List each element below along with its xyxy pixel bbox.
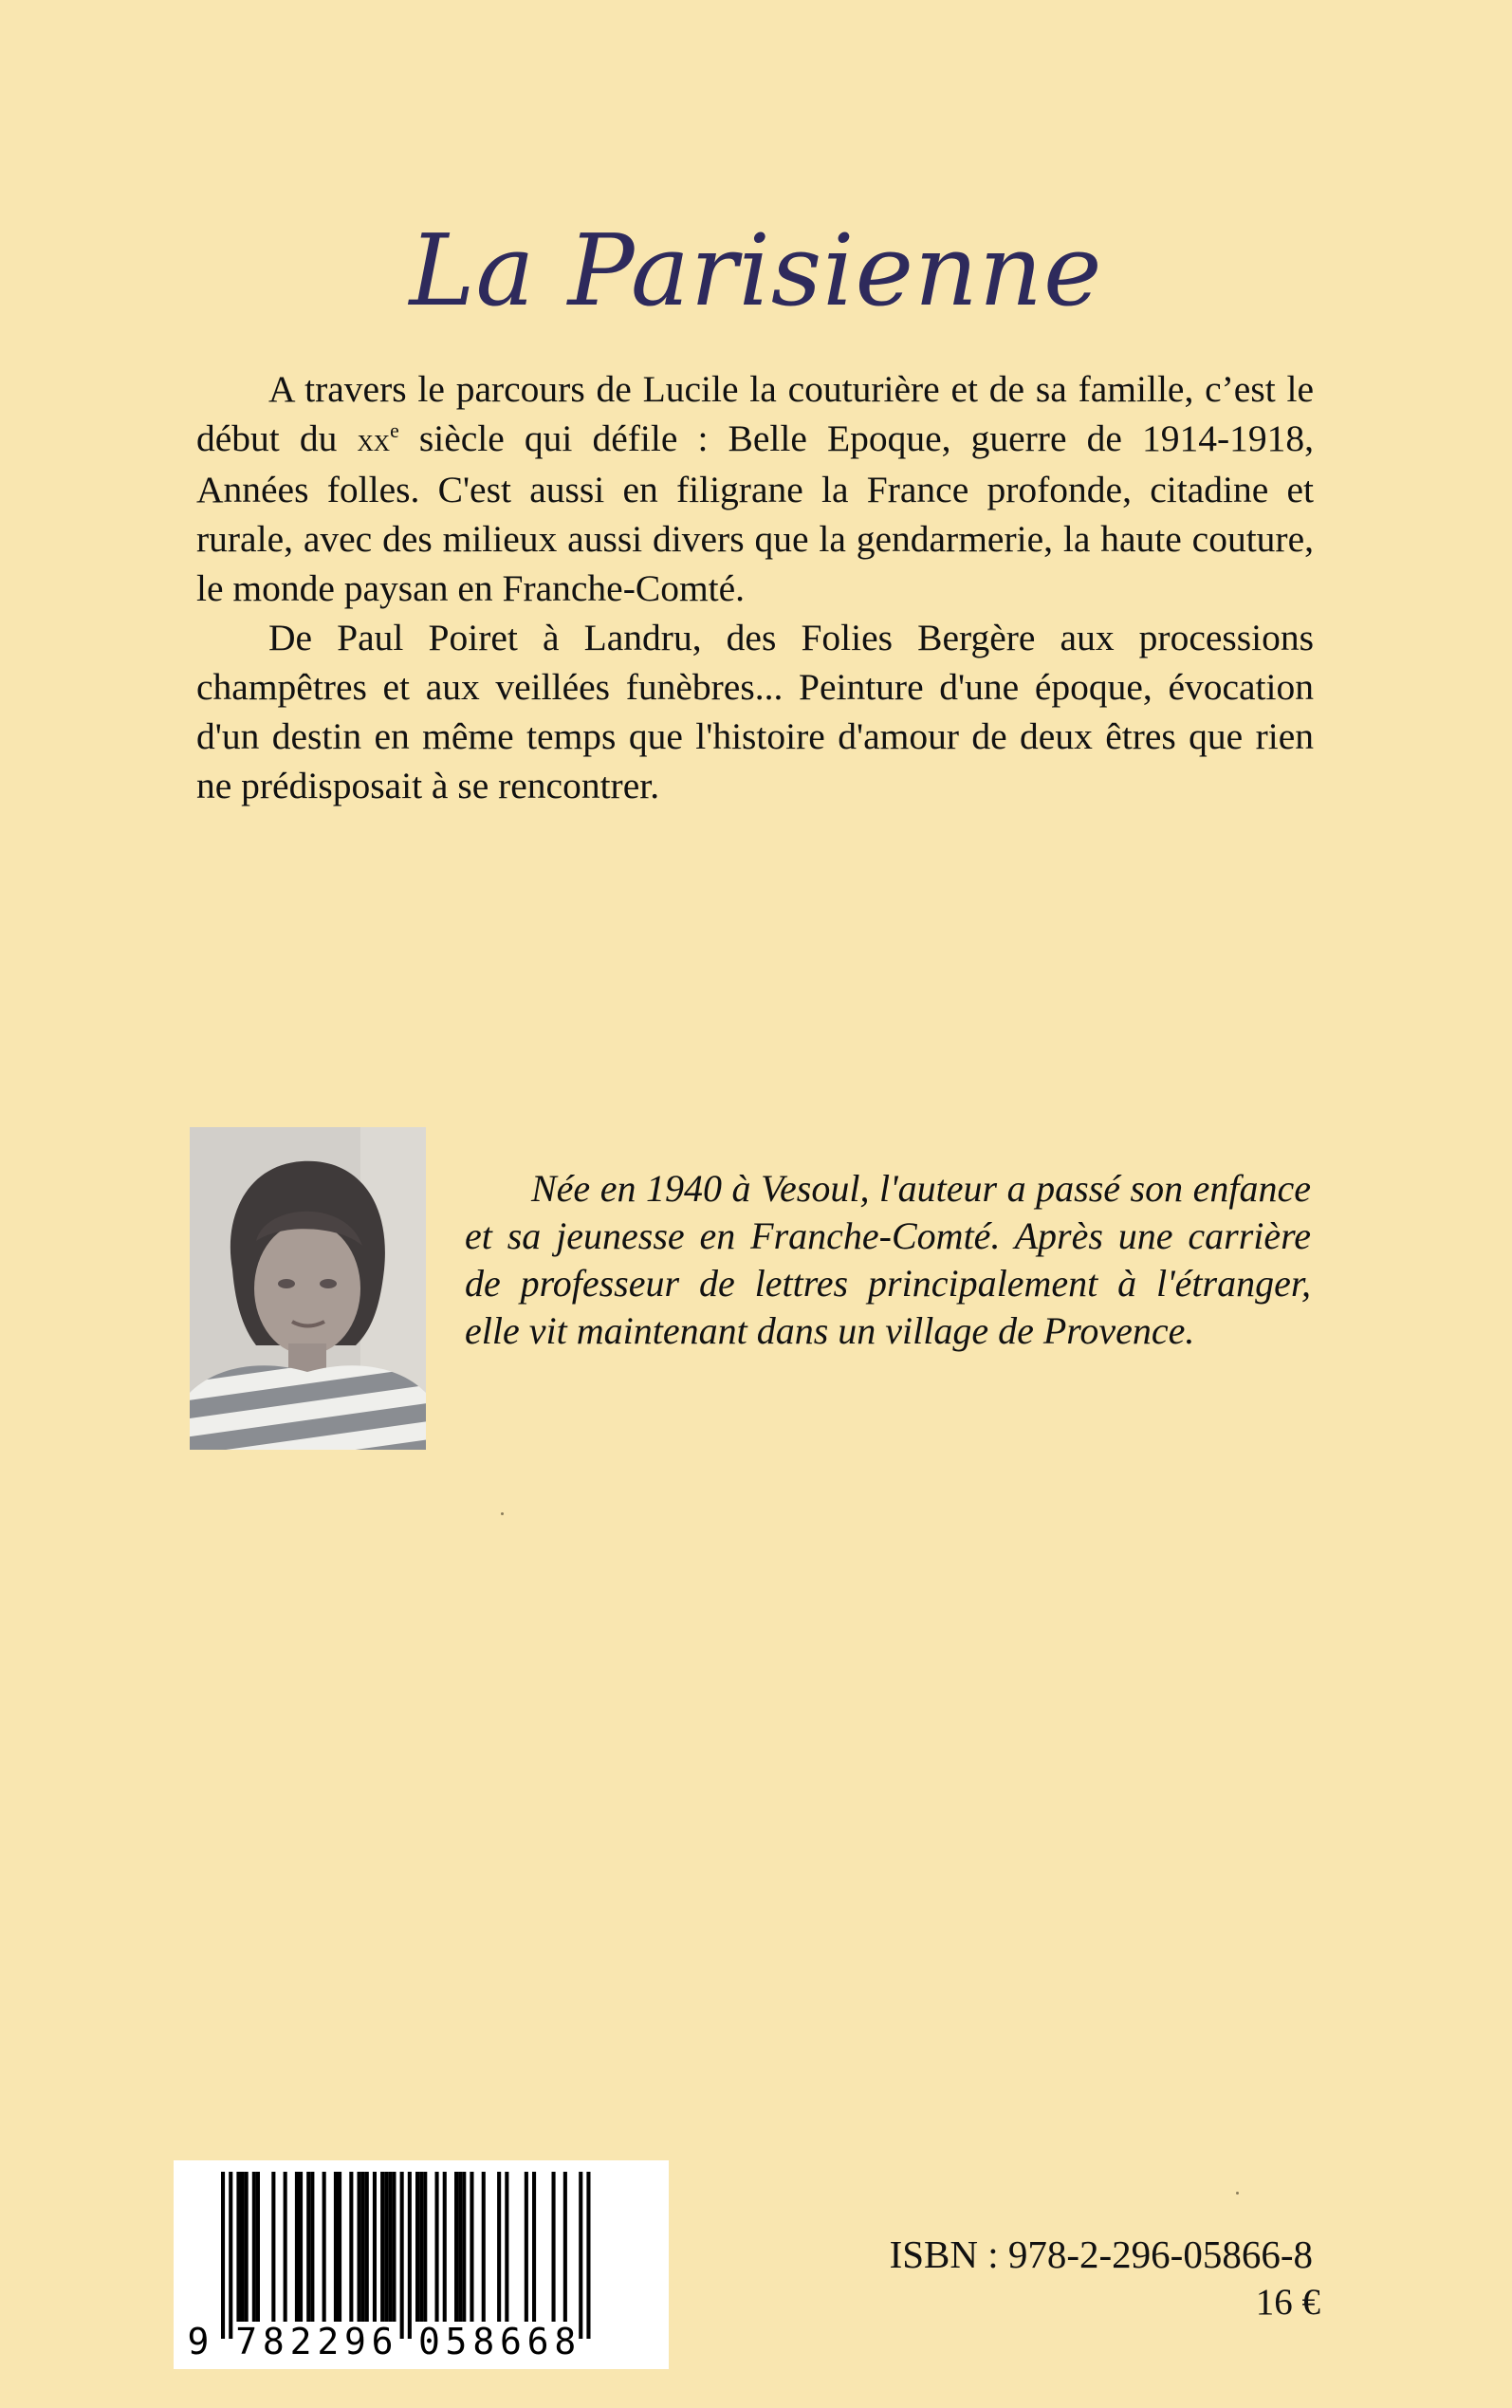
barcode-bar <box>358 2172 361 2322</box>
barcode-bar <box>306 2172 310 2322</box>
barcode-bar <box>338 2172 341 2322</box>
barcode-bar <box>415 2172 419 2322</box>
barcode-bar <box>435 2172 439 2322</box>
book-title: La Parisienne <box>409 213 1103 328</box>
barcode-bar <box>373 2172 377 2322</box>
barcode-bar <box>388 2172 392 2322</box>
barcode-digit: 8 <box>472 2321 495 2362</box>
barcode-bar <box>423 2172 427 2322</box>
barcode-bar <box>408 2172 412 2339</box>
back-cover-blurb <box>196 364 1314 810</box>
barcode-bar <box>252 2172 256 2322</box>
barcode-bar <box>419 2172 423 2322</box>
barcode-bar <box>400 2172 404 2339</box>
barcode-digit: 0 <box>417 2321 440 2362</box>
barcode-digit: 9 <box>343 2321 366 2362</box>
price-label: 16 € <box>1255 2282 1320 2323</box>
barcode-bar <box>563 2172 567 2322</box>
print-speck <box>1236 2192 1239 2195</box>
author-bio: Née en 1940 à Vesoul, l'auteur a passé son enfance et sa jeunesse en Franche-Comté. Après une carrière de professeur de lettres principalement à l'étranger, elle vit maintenant dans un village de Provence. <box>465 1167 1311 1352</box>
barcode-bar <box>299 2172 303 2322</box>
barcode-bar <box>310 2172 314 2322</box>
barcode-bar <box>470 2172 473 2322</box>
barcode-bar <box>256 2172 260 2322</box>
barcode-bar <box>392 2172 396 2322</box>
barcode-bar <box>552 2172 556 2322</box>
century-numeral: xx <box>357 421 391 458</box>
barcode-bar <box>323 2172 326 2322</box>
barcode-bar <box>284 2172 287 2322</box>
barcode-digit: 8 <box>262 2321 285 2362</box>
author-portrait-image <box>190 1127 426 1450</box>
barcode-digit: 5 <box>445 2321 468 2362</box>
isbn-barcode <box>174 2160 669 2369</box>
barcode-digit: 6 <box>371 2321 394 2362</box>
barcode-bar <box>458 2172 462 2322</box>
barcode-digit: 6 <box>499 2321 522 2362</box>
barcode-graphic <box>174 2160 669 2369</box>
barcode-bar <box>361 2172 365 2322</box>
barcode-bar <box>482 2172 486 2322</box>
barcode-digit: 8 <box>554 2321 577 2362</box>
barcode-bar <box>295 2172 299 2322</box>
barcode-bar <box>271 2172 275 2322</box>
barcode-digit: 7 <box>235 2321 258 2362</box>
barcode-bar <box>497 2172 501 2322</box>
blurb-paragraph-2: De Paul Poiret à Landru, des Folies Bergère aux processions champêtres et aux veillées funèbres... Peinture d'une époque, évocation d'un destin en même temps que l'histoire d'amour de deux êtres que rien ne prédisposait à se rencontrer. <box>196 617 1314 806</box>
print-speck <box>501 1512 504 1515</box>
barcode-bar <box>349 2172 353 2322</box>
barcode-bar <box>229 2172 232 2339</box>
barcode-bar <box>579 2172 582 2339</box>
isbn-number: ISBN : 978-2-296-05866-8 <box>889 2232 1313 2276</box>
barcode-digit: 6 <box>526 2321 549 2362</box>
barcode-bar <box>586 2172 590 2339</box>
barcode-bar <box>221 2172 225 2339</box>
barcode-bar <box>532 2172 536 2322</box>
barcode-digit: 2 <box>289 2321 312 2362</box>
barcode-digit: 9 <box>187 2321 210 2362</box>
century-superscript: e <box>390 418 399 442</box>
barcode-bar <box>462 2172 466 2322</box>
barcode-bar <box>384 2172 388 2322</box>
blurb-paragraph-1: A travers le parcours de Lucile la couturière et de sa famille, c’est le début du $xx^e$ siècle qui défile : Belle Epoque, guerre de 1914-1918, Années folles. C'est aussi en filigrane la France profonde, citadine et rurale, avec des milieux aussi divers que la gendarmerie, la haute couture, le monde paysan en Franche-Comté. <box>196 368 1314 609</box>
barcode-bar <box>236 2172 240 2322</box>
barcode-bar <box>245 2172 249 2322</box>
barcode-bar <box>334 2172 338 2322</box>
barcode-bar <box>505 2172 508 2322</box>
barcode-digit: 2 <box>317 2321 340 2362</box>
author-photo <box>190 1127 426 1450</box>
barcode-bar <box>365 2172 369 2322</box>
barcode-bar <box>525 2172 528 2322</box>
barcode-bar <box>454 2172 458 2322</box>
barcode-bar <box>443 2172 447 2322</box>
barcode-bar <box>380 2172 384 2322</box>
barcode-bar <box>241 2172 245 2322</box>
